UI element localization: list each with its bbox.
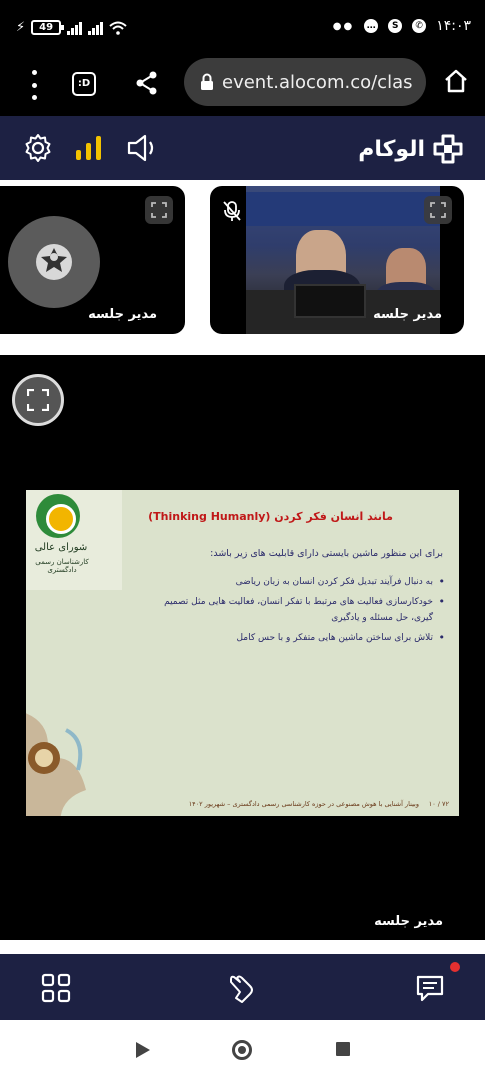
more-notifications-icon: ●● <box>332 20 355 32</box>
fullscreen-button[interactable] <box>145 196 173 224</box>
status-bar <box>0 0 485 56</box>
mic-muted-icon <box>222 200 242 222</box>
tab-switcher-button[interactable]: :D <box>72 72 96 96</box>
presentation-slide <box>26 490 459 816</box>
user-icon <box>39 246 69 274</box>
participant-label: مدیر جلسه <box>88 307 157 322</box>
browser-toolbar <box>0 56 485 116</box>
brand <box>358 134 463 164</box>
fullscreen-button[interactable] <box>424 196 452 224</box>
notification-badge <box>450 962 460 972</box>
status-left <box>16 20 127 35</box>
raise-hand-icon[interactable] <box>226 972 258 1004</box>
fullscreen-icon <box>430 202 446 218</box>
status-right <box>333 18 471 34</box>
charging-icon: ⚡ <box>16 20 26 35</box>
slide-bullet: • به دنبال فرآیند تبدیل فکر کردن انسان به زبان ریاضی <box>145 574 445 590</box>
chat-app-icon: … <box>364 19 378 33</box>
organization-subtitle: کارشناسان رسمی دادگستری <box>35 558 89 574</box>
participant-label: مدیر جلسه <box>373 307 442 322</box>
address-bar[interactable] <box>184 58 426 106</box>
system-navigation-bar <box>0 1020 485 1080</box>
participant-strip <box>0 180 485 355</box>
fullscreen-icon <box>27 389 49 411</box>
signal-2-icon <box>88 21 103 35</box>
slide-title: مانند انسان فکر کردن (Thinking Humanly) <box>148 510 393 523</box>
home-icon[interactable] <box>443 68 469 94</box>
video-banner <box>246 192 440 226</box>
divider <box>0 940 485 954</box>
share-icon[interactable] <box>134 70 160 96</box>
connection-quality-icon <box>76 136 101 160</box>
lock-icon <box>200 73 214 91</box>
home-button-icon[interactable] <box>232 1040 252 1060</box>
slide-footer: وبینار آشنایی با هوش مصنوعی در حوزه کارشناسی رسمی دادگستری – شهریور ۱۴۰۲ <box>188 800 419 808</box>
organization-name: شورای عالی <box>34 542 88 553</box>
slide-bullet: • تلاش برای ساختن ماشین هایی متفکر و با حس کامل <box>145 630 445 646</box>
fullscreen-icon <box>151 202 167 218</box>
avatar <box>8 216 100 308</box>
recent-apps-icon[interactable] <box>336 1042 350 1056</box>
monitor <box>294 284 366 318</box>
whatsapp-icon: ✆ <box>412 19 426 33</box>
back-icon[interactable] <box>136 1042 150 1058</box>
organization-logo <box>36 494 80 538</box>
slide-bullet-list <box>145 574 445 650</box>
brand-name: الوکام <box>358 136 425 162</box>
slide-page-number: ۱۰ / ۷۲ <box>428 800 449 808</box>
stage-fullscreen-button[interactable] <box>12 374 64 426</box>
presenter-label: مدیر جلسه <box>374 914 443 929</box>
app-notification-icon: S <box>388 19 402 33</box>
bottom-toolbar <box>0 954 485 1020</box>
grid-icon[interactable] <box>40 972 72 1004</box>
speaker-icon[interactable] <box>126 132 160 164</box>
wifi-icon <box>109 21 127 35</box>
chat-icon[interactable] <box>414 972 446 1004</box>
alocom-logo-icon <box>433 134 463 164</box>
slide-intro: برای این منظور ماشین بایستی دارای قابلیت های زیر باشد: <box>210 548 443 559</box>
main-stage <box>0 366 485 940</box>
menu-icon[interactable] <box>28 70 40 100</box>
participant-video-tile[interactable] <box>210 186 464 334</box>
battery-indicator: 49 <box>31 20 61 35</box>
signal-icon <box>67 21 82 35</box>
slide-ornament-decoration <box>26 690 126 816</box>
slide-bullet: • خودکارسازی فعالیت های مرتبط با تفکر انسان، فعالیت هایی مثل تصمیم گیری، حل مسئله و یادگیری <box>145 594 445 626</box>
app-header <box>0 116 485 180</box>
participant-tile[interactable] <box>0 186 185 334</box>
clock: ۱۴:۰۳ <box>436 18 471 34</box>
settings-gear-icon[interactable] <box>22 132 54 164</box>
url-text: event.alocom.co/clas <box>222 71 413 93</box>
